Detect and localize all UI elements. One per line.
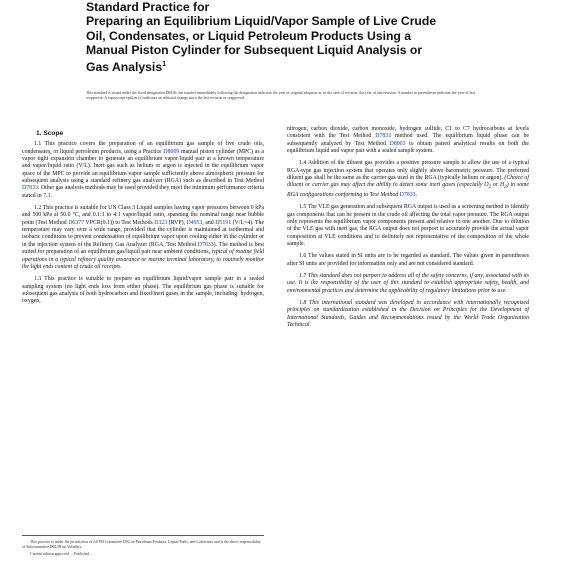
- ref-link[interactable]: 7.3: [43, 192, 51, 199]
- section-heading-scope: 1. Scope: [36, 130, 64, 137]
- p1-2-text-f: ). The method is best suited for preparation of an equilibrium gas/liquid pair near ambient conditions,: [22, 241, 264, 256]
- p1-2-text-d: , and: [202, 219, 216, 226]
- title-line-1: Standard Practice for: [86, 0, 210, 14]
- left-column: [22, 130, 264, 311]
- right-column: [287, 126, 529, 334]
- title-line-2: Preparing an Equilibrium Liquid/Vapor Sample of Live Crude: [86, 14, 437, 29]
- footnote: [22, 535, 264, 559]
- paragraph-1-3-continued: [287, 126, 529, 155]
- p1-4-text: 1.4 Addition of the diluent gas provides a positive pressure sample to allow the use of a typical RGA-type gas injection system that operates only slightly above barometric pressure. The preferred diluent gas shall be the same as the carrier gas used in the RGA (typically helium or argon).: [287, 160, 529, 182]
- p1-2-italic: typical of routine field operations in a typical refinery quality assurance or marine terminal laboratory, to routinely monitor the light ends content of crude oil receipts.: [22, 249, 264, 270]
- p1-4-italic-2: or H: [491, 182, 505, 189]
- r1-text-c: to obtain paired analytical results on both the equilibrium liquid and vapor pair with a sealed sample system.: [287, 140, 529, 155]
- footnote-1: This practice is under the jurisdiction of ASTM Committee D02 on Petroleum Products, Liquid Fuels, and Lubricants and is the direct responsibility of Subcommittee D02.08 on Volatility.: [22, 540, 261, 549]
- r1-text: nitrogen, carbon dioxide, carbon monoxide, hydrogen sulfide, C1 to C7 hydrocarbons at levels consistent with the Test Method: [287, 126, 529, 140]
- title-line-3: Oil, Condensates, or Liquid Petroleum Products Using a: [86, 28, 412, 43]
- p1-4-sub-2: 2: [504, 185, 507, 191]
- document-title: [86, 0, 526, 74]
- p1-1-text-b: manual piston cylinder (MPC) as a vapor tight expansion chamber to generate an equilibrium vapor/liquid pair at a known temperature and vapor/liquid ratio (V/L). Inert gas such as helium or argon is injected in the equilibrium vapor space of the MPC to provide an equilibrium vapor sample sufficiently above atmospheric pressure for subsequent analysis using a standard refinery gas analyzer (RGA) such as described in Test Method: [22, 148, 264, 185]
- ref-link[interactable]: D5191: [215, 219, 232, 226]
- paragraph-1-5: 1.5 The VLE gas generation and subsequent RGA output is used as a screening method to identify gas components that can be present in the crude oil affecting the total vapor pressure. The RGA output only represents the equilibrium vapor components present and relative to one another. Due to dilution of the VLE gas with inert gas, the RGA output does not purport to accurately provide the actual vapor composition at VLE conditions and to definitely not representative of the composition of the whole sample.: [287, 204, 529, 247]
- paragraph-1-4: [287, 160, 529, 199]
- footnote-2: Current edition approved ... Published ...: [30, 552, 94, 556]
- ref-link[interactable]: D7833: [375, 133, 392, 140]
- p1-2-text-b: VPCR(0.1)) to Test Methods: [84, 219, 155, 226]
- ref-link[interactable]: D7833: [22, 185, 38, 192]
- ref-link[interactable]: D8003: [389, 140, 406, 147]
- paragraph-1-2: [22, 205, 264, 271]
- ref-link[interactable]: D6377: [68, 219, 85, 226]
- ref-link[interactable]: D323: [154, 219, 168, 226]
- ref-link[interactable]: D4953: [186, 219, 203, 226]
- title-line-4: Manual Piston Cylinder for Subsequent Liquid Analysis or: [86, 43, 423, 58]
- ref-link[interactable]: D8009: [163, 148, 180, 155]
- p1-4-sub: 2: [488, 185, 492, 191]
- p1-4-italic-3: ) in some RGA configurations conforming to Test Method: [287, 182, 529, 198]
- r1-text-b: method used. The equilibrium liquid phase can be subsequently analyzed by Test Method: [287, 133, 529, 147]
- p1-1-text-c: . Other gas analysis methods may be used provided they meet the minimum performance criteria stated in: [22, 185, 264, 199]
- p1-2-text-e: (V/L=4). The temperature may vary over a wide range, provided that the cylinder is maintained at isothermal and isobaric conditions to prevent condensation of equilibrium vapor upon cooling either in the cylinder or in the injection system of the Refinery Gas Analyzer (RGA, Test Method: [22, 219, 265, 248]
- title-footnote-mark: 1: [162, 60, 167, 68]
- paragraph-1-7: 1.7 This standard does not purport to address all of the safety concerns, if any, associated with its use. It is the responsibility of the user of this standard to establish appropriate safety, health, and environmental practices and determine the applicability of regulatory limitations prior to use.: [287, 273, 529, 294]
- p1-4-italic: (Choice of diluent or carrier gas may affect the ability to detect some inert gases (especially O: [287, 175, 529, 189]
- p1-2-text: 1.2 This practice is suitable for UN Class 3 Liquid samples having vapor pressures between 0 kPa and 500 kPa at 50.0 °C, and 0.1:1 to 4:1 vapor/liquid ratio, spanning the nominal range near bubble point (Test Method: [22, 205, 264, 226]
- p1-4-end: .: [415, 191, 418, 198]
- paragraph-1-3: 1.3 This practice is suitable to prepare an equilibrium liquid/vapor sample pair in a sealed sampling system (no light ends loss from either phase). The equilibrium gas phase is suitable for subsequent gas analysis of both hydrocarbon and fixed/inert gases in the sample, including: hydrogen, oxygen,: [22, 276, 264, 305]
- p1-2-text-c: (RVP),: [167, 219, 187, 226]
- standard-designation-note: This standard is issued under the fixed designation D8436; the number immediately following the designation indicates the year of original adoption or, in the case of revision, the year of last revision. A number in parentheses indicates the year of last reapproval. A superscript epsilon (ε) indicates an editorial change since the last revision or reapproval.: [86, 91, 475, 100]
- ref-link[interactable]: D7833: [197, 241, 214, 248]
- title-line-5-text: Gas Analysis: [86, 59, 163, 74]
- paragraph-1-6: 1.6 The values stated in SI units are to be regarded as standard. The values given in parentheses after SI units are provided for information only and are not considered standard.: [287, 253, 529, 267]
- p1-1-text: 1.1 This practice covers the preparation of an equilibrium gas sample of live crude oils, condensates, or liquid petroleum products, using a Practice: [22, 141, 264, 155]
- title-line-5: [86, 58, 526, 74]
- ref-link[interactable]: D7833: [399, 191, 416, 198]
- paragraph-1-8: 1.8 This international standard was developed in accordance with internationally recognized principles on standardization established in the Decision on Principles for the Development of International Standards, Guides and Recommendations issued by the World Trade Organization Technical: [287, 300, 529, 329]
- paragraph-1-1: 1.1 This practice covers the preparation of an equilibrium gas sample of live crude oils, condensates, or liquid petroleum products, using a Practice D8009 manual piston cylinder (MPC) as a vapor tight expansion chamber to generate an equilibrium vapor/liquid pair at a known temperature and vapor/liquid ratio (V/L). Inert gas such as helium or argon is injected in the equilibrium vapor space of the MPC to provide an equilibrium vapor sample sufficiently above atmospheric pressure for subsequent analysis using a standard refinery gas analyzer (RGA) such as described in Test Method D7833. Other gas analysis methods may be used provided they meet the minimum performance criteria stated in 7.3.: [22, 141, 264, 199]
